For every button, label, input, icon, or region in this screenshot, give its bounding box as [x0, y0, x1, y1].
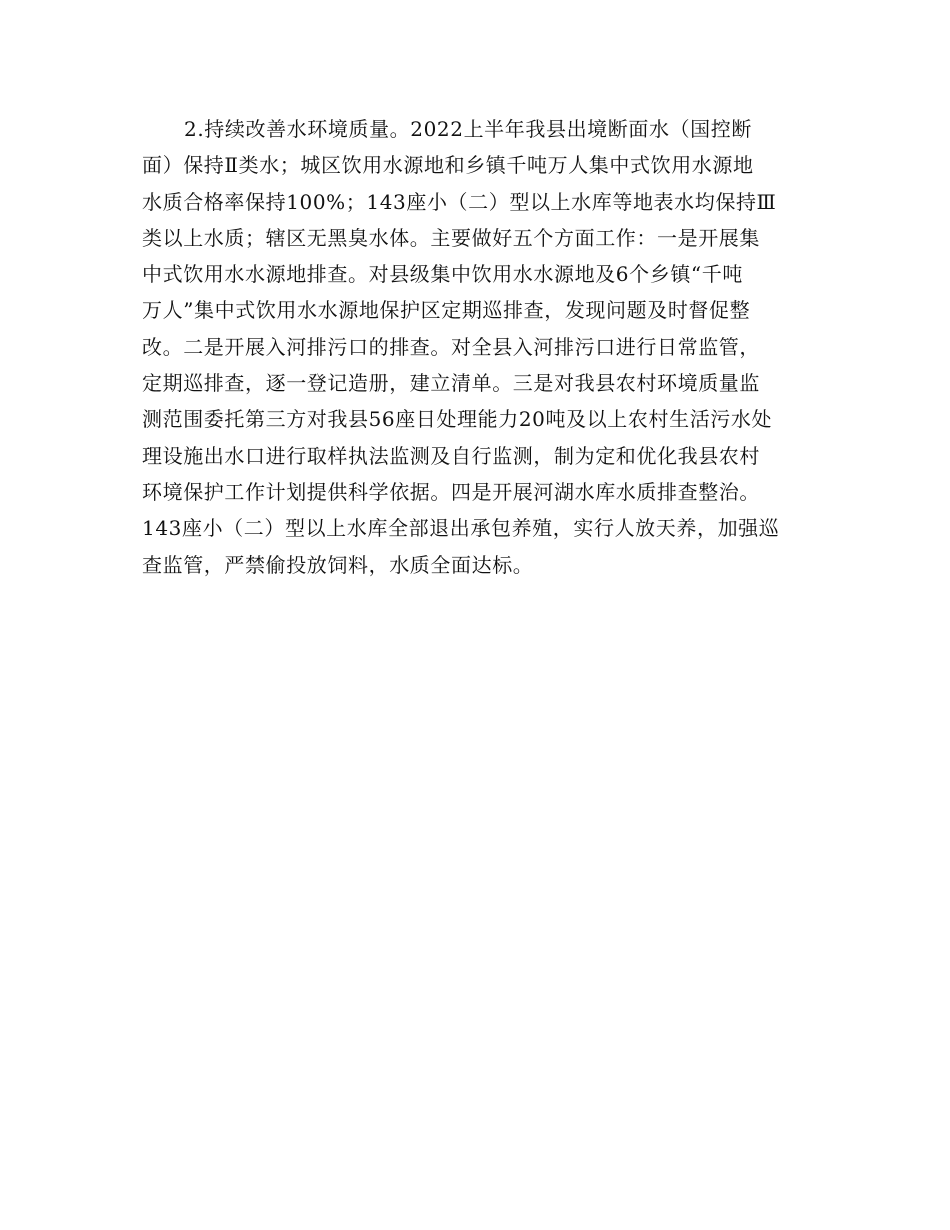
paragraph-line: 理设施出水口进行取样执法监测及自行监测，制为定和优化我县农村: [142, 443, 760, 468]
body-paragraph: [142, 111, 822, 583]
paragraph-line: 查监管，严禁偷投放饲料，水质全面达标。: [142, 552, 534, 577]
paragraph-line: 万人”集中式饮用水水源地保护区定期巡排查，发现问题及时督促整: [142, 298, 751, 323]
paragraph-line: 水质合格率保持100%；143座小（二）型以上水库等地表水均保持Ⅲ: [142, 189, 777, 214]
paragraph-line: 测范围委托第三方对我县56座日处理能力20吨及以上农村生活污水处: [142, 407, 773, 432]
paragraph-line: 中式饮用水水源地排查。对县级集中饮用水水源地及6个乡镇“千吨: [142, 262, 743, 287]
paragraph-line: 改。二是开展入河排污口的排查。对全县入河排污口进行日常监管，: [142, 334, 760, 359]
paragraph-line: 面）保持Ⅱ类水；城区饮用水源地和乡镇千吨万人集中式饮用水源地: [142, 153, 754, 178]
paragraph-line: 环境保护工作计划提供科学依据。四是开展河湖水库水质排查整治。: [142, 479, 760, 504]
paragraph-line: 定期巡排查，逐一登记造册，建立清单。三是对我县农村环境质量监: [142, 371, 760, 396]
paragraph-line: 143座小（二）型以上水库全部退出承包养殖，实行人放天养，加强巡: [142, 516, 780, 541]
paragraph-line: 2.持续改善水环境质量。2022上半年我县出境断面水（国控断: [184, 117, 752, 141]
paragraph-line: 类以上水质；辖区无黑臭水体。主要做好五个方面工作：一是开展集: [142, 225, 760, 250]
